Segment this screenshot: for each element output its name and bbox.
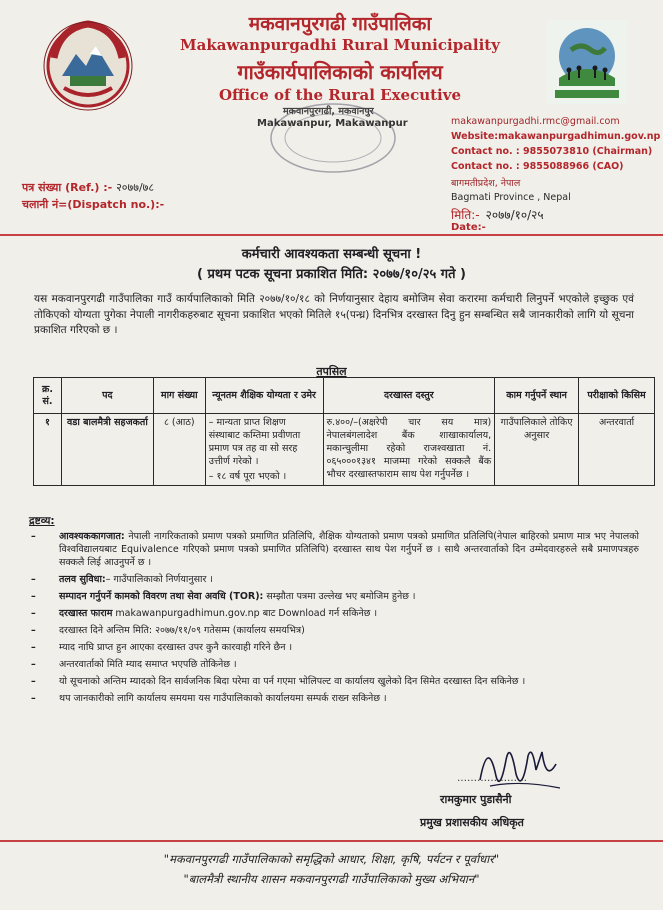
note-text: – गाउँपालिकाको निर्णयानुसार ।	[105, 574, 214, 585]
note-item	[29, 675, 639, 688]
footer-slogan-2: "बालमैत्री स्थानीय शासन मकवानपुरगढी गाउँपालिकाको मुख्य अभियान"	[183, 872, 480, 886]
note-text: अन्तरवार्ताको मिति म्याद समाप्त भएपछि तोकिनेछ ।	[59, 659, 237, 670]
cell-sn: १	[34, 414, 62, 486]
note-item	[29, 530, 639, 569]
contact-province-en: Bagmati Province , Nepal	[451, 192, 571, 203]
date-label: मिति:-	[451, 208, 480, 222]
notes-heading: द्रष्टव्य:	[29, 515, 55, 527]
municipality-name-en: Makawanpurgadhi Rural Municipality	[180, 36, 500, 54]
header-exam: परीक्षाको किसिम	[579, 378, 655, 414]
header-sn: क्र. सं.	[34, 378, 62, 414]
note-text: नेपाली नागरिकताको प्रमाण पत्रको प्रमाणित प्रतिलिपि, शैक्षिक योग्यताको प्रमाण पत्रको प्रमाणित प्रतिलिपि(नेपाल बाहिरको प्रमाण मात्र भए नेपालको विश्वविद्यालयबाट Equivalence गरिएको प्रमाण पत्रको प्रमाणित प्रतिलिपि) दरखास्त साथ पेश गर्नुपर्ने छ । साथै अन्तरवार्ताको दिन उम्मेदवारहरुले सबै प्रमाणपत्रहरु सक्कलै लिई आउनुपर्ने छ ।	[59, 531, 639, 568]
cell-post: वडा बालमैत्री सहजकर्ता	[61, 414, 153, 486]
stamp-text-en: Makawanpur, Makawanpur	[257, 118, 408, 129]
note-lead: सम्पादन गर्नुपर्ने कामको विवरण तथा सेवा अवधि (TOR):	[59, 591, 264, 602]
note-item	[29, 573, 639, 586]
contact-province-np: बागमतीप्रदेश, नेपाल	[451, 178, 521, 189]
dispatch-number: चलानी नं=(Dispatch no.):-	[22, 198, 165, 211]
note-text: सम्झौता पत्रमा उल्लेख भए बमोजिम हुनेछ ।	[263, 591, 416, 602]
cell-fee: रु.४००/–(अक्षरेपी चार सय मात्र) नेपालबंगलादेश बैंक शाखाकार्यालय, मकान्चुलीमा रहेको राजश्वखाता नं. ०६५०००१३४१ माजम्मा गरेको सक्कलै बैंक भौचर दरखास्तफाराम साथ पेश गर्नुपर्नेछ ।	[323, 414, 495, 486]
note-lead: तलव सुविधा:	[59, 574, 106, 585]
signer-role: प्रमुख प्रशासकीय अधिकृत	[420, 816, 524, 829]
note-text: म्याद नाघि प्राप्त हुन आएका दरखास्त उपर कुनै कारवाही गरिने छैन ।	[59, 642, 293, 653]
contact-website: Website:makawanpurgadhimun.gov.np	[451, 131, 661, 142]
cell-place: गाउँपालिकाले तोकिए अनुसार	[495, 414, 579, 486]
municipality-logo-icon	[547, 20, 627, 104]
office-name-en: Office of the Rural Executive	[218, 86, 461, 104]
note-text: makawanpurgadhimun.gov.np बाट Download गर्न सकिनेछ ।	[112, 608, 378, 619]
note-lead: आवश्यककागजात:	[59, 531, 125, 542]
note-item	[29, 641, 639, 654]
note-item	[29, 692, 639, 705]
contact-chairman: Contact no. : 9855073810 (Chairman)	[451, 146, 653, 157]
table-row	[34, 414, 655, 486]
nepal-emblem-icon	[40, 16, 136, 112]
note-text: यो सूचनाको अन्तिम म्यादको दिन सार्वजनिक बिदा परेमा वा पर्न गएमा भोलिपल्ट वा कार्यालय खुलेको दिन सिमेत दरखास्त दिन सकिनेछ ।	[59, 676, 526, 687]
stamp-text-np: मकवानपुरगढी, मकवानपुर	[283, 106, 374, 117]
table-title: तपसिल	[316, 365, 347, 378]
cell-count: ८ (आठ)	[153, 414, 205, 486]
ref-label: पत्र संख्या (Ref.) :-	[22, 181, 113, 194]
contact-cao: Contact no. : 9855088966 (CAO)	[451, 161, 624, 172]
header-divider	[0, 234, 663, 236]
note-item	[29, 607, 639, 620]
office-name-np: गाउँकार्यपालिकाको कार्यालय	[237, 60, 443, 84]
municipality-name-np: मकवानपुरगढी गाउँपालिका	[248, 13, 432, 35]
notice-intro: यस मकवानपुरगढी गाउँपालिका गाउँ कार्यपालिकाको मिति २०७७/१०/१८ को निर्णयानुसार देहाय बमोजिम सेवा करारमा कर्मचारी लिनुपर्ने भएकोले इच्छुक एवं तोकिएको योग्यता पुगेका नेपाली नागरीकहरुबाट सूचना प्रकाशित भएको मितिले १५(पन्ध्र) दिनभित्र दरखास्त दिनु हुन सम्बन्धित सबै जानकारीको लागि यो सूचना प्रकाशित गरिएको छ ।	[34, 293, 634, 336]
notice-subtitle: ( प्रथम पटक सूचना प्रकाशित मिति: २०७७/१०/२५ गते )	[197, 267, 466, 282]
signer-name: रामकुमार पुडासैनी	[440, 793, 512, 806]
qualification-1: – मान्यता प्राप्त शिक्षण संस्थाबाट कम्तिमा प्रवीणता प्रमाण पत्र तह वा सो सरह उत्तीर्ण गरेको ।	[208, 417, 301, 467]
note-lead: दरखास्त फाराम	[59, 608, 113, 619]
ref-value: २०७७/७८	[116, 181, 155, 194]
note-text: दरखास्त दिने अन्तिम मिति: २०७७/११/०९ गतेसम्म (कार्यालय समयभित्र)	[59, 625, 305, 636]
reference-number	[22, 180, 154, 195]
notice-title: कर्मचारी आवश्यकता सम्बन्धी सूचना !	[241, 247, 422, 262]
table-header-row	[34, 378, 655, 414]
contact-email: makawanpurgadhi.rmc@gmail.com	[451, 116, 620, 127]
header-count: माग संख्या	[153, 378, 205, 414]
notes-list	[29, 530, 639, 709]
signature-icon	[470, 730, 570, 800]
header-qualification: न्यूनतम शैक्षिक योग्यता र उमेर	[205, 378, 323, 414]
footer-divider	[0, 840, 663, 842]
cell-qualification	[205, 414, 323, 486]
signature-line: …………………	[457, 773, 527, 784]
vacancy-table	[33, 377, 655, 486]
header-place: काम गर्नुपर्ने स्थान	[495, 378, 579, 414]
note-item	[29, 590, 639, 603]
note-item	[29, 658, 639, 671]
footer-slogan-1: "मकवानपुरगढी गाउँपालिकाको समृद्धिको आधार, शिक्षा, कृषि, पर्यटन र पूर्वाधार"	[163, 852, 500, 866]
qualification-2: – १८ वर्ष पूरा भएको ।	[208, 471, 287, 482]
header-post: पद	[61, 378, 153, 414]
header-fee: दरखास्त दस्तुर	[323, 378, 495, 414]
note-text: थप जानकारीको लागि कार्यालय समयमा यस गाउँपालिकाको कार्यालयमा सम्पर्क राख्न सकिनेछ ।	[59, 693, 387, 704]
date-value: २०७७/१०/२५	[485, 208, 544, 222]
date-label-en: Date:-	[451, 222, 486, 233]
note-item	[29, 624, 639, 637]
cell-exam: अन्तरवार्ता	[579, 414, 655, 486]
date-field	[451, 206, 544, 223]
